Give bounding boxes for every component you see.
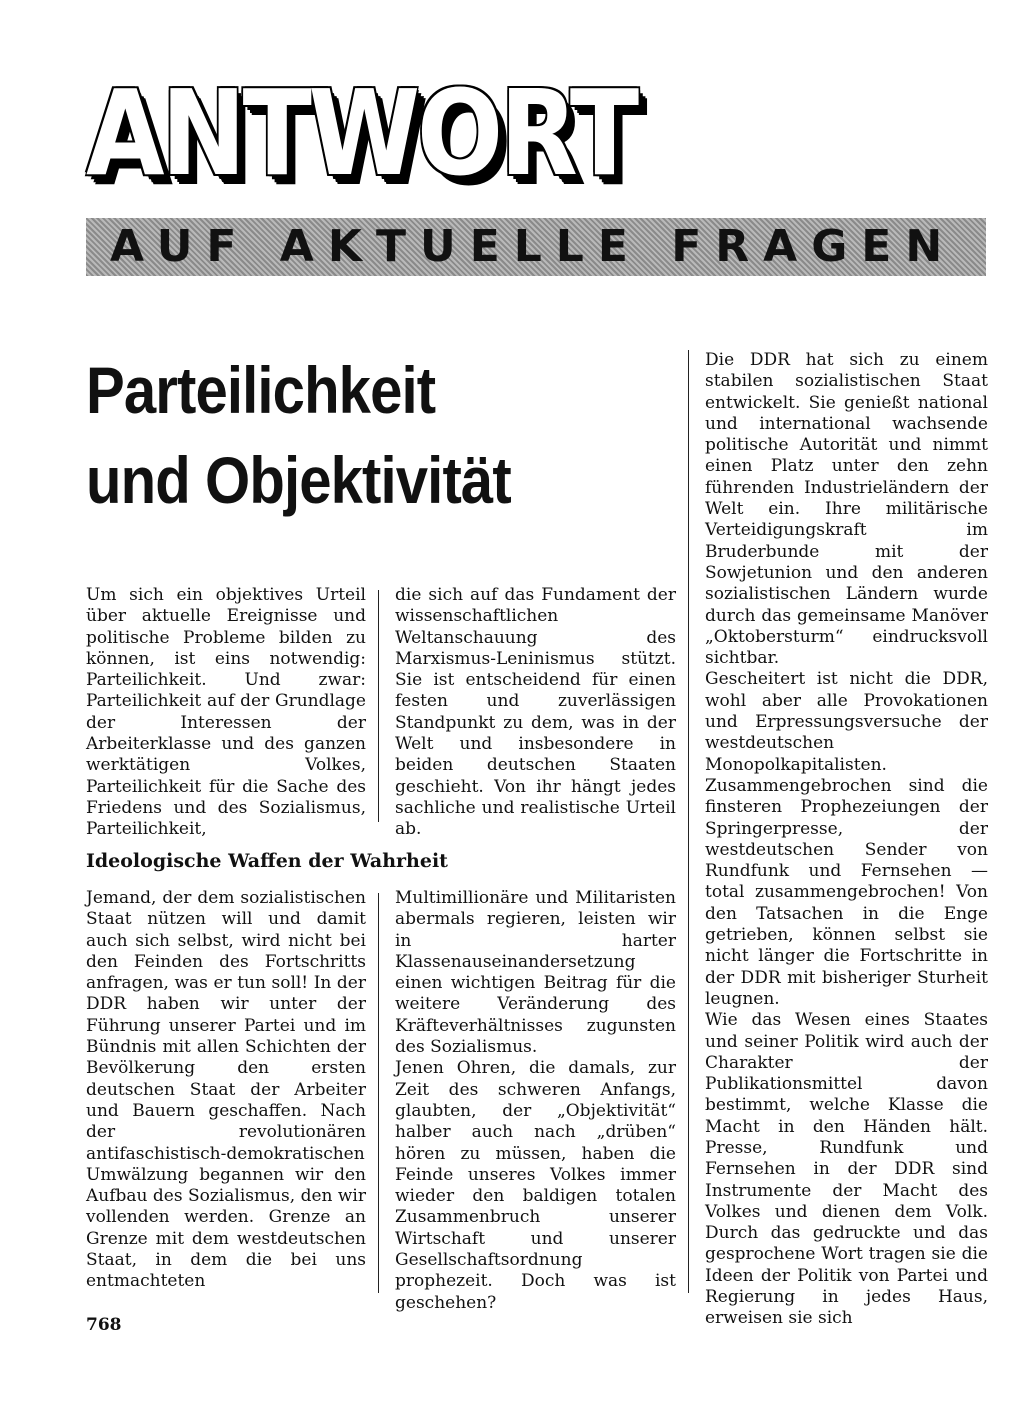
- article-headline: [86, 345, 579, 525]
- page-number: 768: [86, 1315, 122, 1335]
- intro-column-1: [86, 585, 366, 841]
- section-title: Ideologische Waffen der Wahrheit: [86, 850, 448, 872]
- headline-line-1: Parteilichkeit: [86, 353, 436, 427]
- right-paragraph-3: Wie das Wesen eines Staates und seiner Politik wird auch der Charakter der Publikationsmittel davon bestimmt, welche Klasse die Macht in den Händen hält. Presse, Rundfunk und Fernsehen in der DDR sind Instrumente der Macht des Volkes und dienen dem Volk. Durch das gedruckte und das gesprochene Wort tragen sie die Ideen der Politik von Partei und Regierung in jedes Haus, erweisen sie sich: [705, 1010, 988, 1329]
- right-paragraph-2: Gescheitert ist nicht die DDR, wohl aber alle Provokationen und Erpressungsversuche der westdeutschen Monopolkapitalisten. Zusammengebrochen sind die finsteren Prophezeiungen der Springerpresse, der westdeutschen Sender von Rundfunk und Fernsehen — total zusammengebrochen! Von den Tatsachen in die Enge getrieben, können selbst sie nicht länger die Fortschritte in der DDR mit bisheriger Sturheit leugnen.: [705, 669, 988, 1009]
- column-rule: [378, 590, 379, 822]
- column-rule: [378, 893, 379, 1293]
- body-column-2: [395, 888, 676, 1314]
- body-column-1: [86, 888, 366, 1293]
- masthead-title: ANTWORT: [86, 64, 636, 202]
- headline-line-2: und Objektivität: [86, 443, 511, 517]
- right-paragraph-1: Die DDR hat sich zu einem stabilen sozialistischen Staat entwickelt. Sie genießt national und international wachsende politische Autorität und nimmt einen Platz unter den zehn führenden Industrieländern der Welt ein. Ihre militärische Verteidigungskraft im Bruderbunde mit der Sowjetunion und den anderen sozialistischen Ländern wurde durch das gemeinsame Manöver „Oktobersturm“ eindrucksvoll sichtbar.: [705, 350, 988, 669]
- intro-paragraph-1: Um sich ein objektives Urteil über aktuelle Ereignisse und politische Probleme bilden zu können, ist eins notwendig: Parteilichkeit. Und zwar: Parteilichkeit auf der Grundlage der Interessen der Arbeiterklasse und des ganzen werktätigen Volkes, Parteilichkeit für die Sache des Friedens und des Sozialismus, Parteilichkeit,: [86, 585, 366, 840]
- body-paragraph-2: Multimillionäre und Militaristen abermals regieren, leisten wir in harter Klassenauseinandersetzung einen wichtigen Beitrag für die weitere Veränderung des Kräfteverhältnisses zugunsten des Sozialismus.: [395, 888, 676, 1058]
- intro-column-2: [395, 585, 676, 841]
- body-paragraph-1: Jemand, der dem sozialistischen Staat nützen will und damit auch sich selbst, wird nicht bei den Feinden des Fortschritts anfragen, was er tun soll! In der DDR haben wir unter der Führung unserer Partei und im Bündnis mit allen Schichten der Bevölkerung den ersten deutschen Staat der Arbeiter und Bauern geschaffen. Nach der revolutionären antifaschistisch-demokratischen Umwälzung begannen wir den Aufbau des Sozialismus, den wir vollenden werden. Grenze an Grenze mit dem westdeutschen Staat, in dem die bei uns entmachteten: [86, 888, 366, 1292]
- right-column: [705, 350, 988, 1330]
- column-rule: [688, 350, 689, 1293]
- intro-paragraph-2: die sich auf das Fundament der wissenschaftlichen Weltanschauung des Marxismus-Leninismus stützt. Sie ist entscheidend für einen festen und zuverlässigen Standpunkt zu dem, was in der Welt und insbesondere in beiden deutschen Staaten geschieht. Von ihr hängt jedes sachliche und realistische Urteil ab.: [395, 585, 676, 840]
- body-paragraph-3: Jenen Ohren, die damals, zur Zeit des schweren Anfangs, glaubten, der „Objektivität“ halber auch nach „drüben“ hören zu müssen, haben die Feinde unseres Volkes immer wieder den baldigen totalen Zusammenbruch unserer Wirtschaft und unserer Gesellschaftsordnung prophezeit. Doch was ist geschehen?: [395, 1058, 676, 1313]
- masthead-subtitle: AUF AKTUELLE FRAGEN: [110, 221, 957, 272]
